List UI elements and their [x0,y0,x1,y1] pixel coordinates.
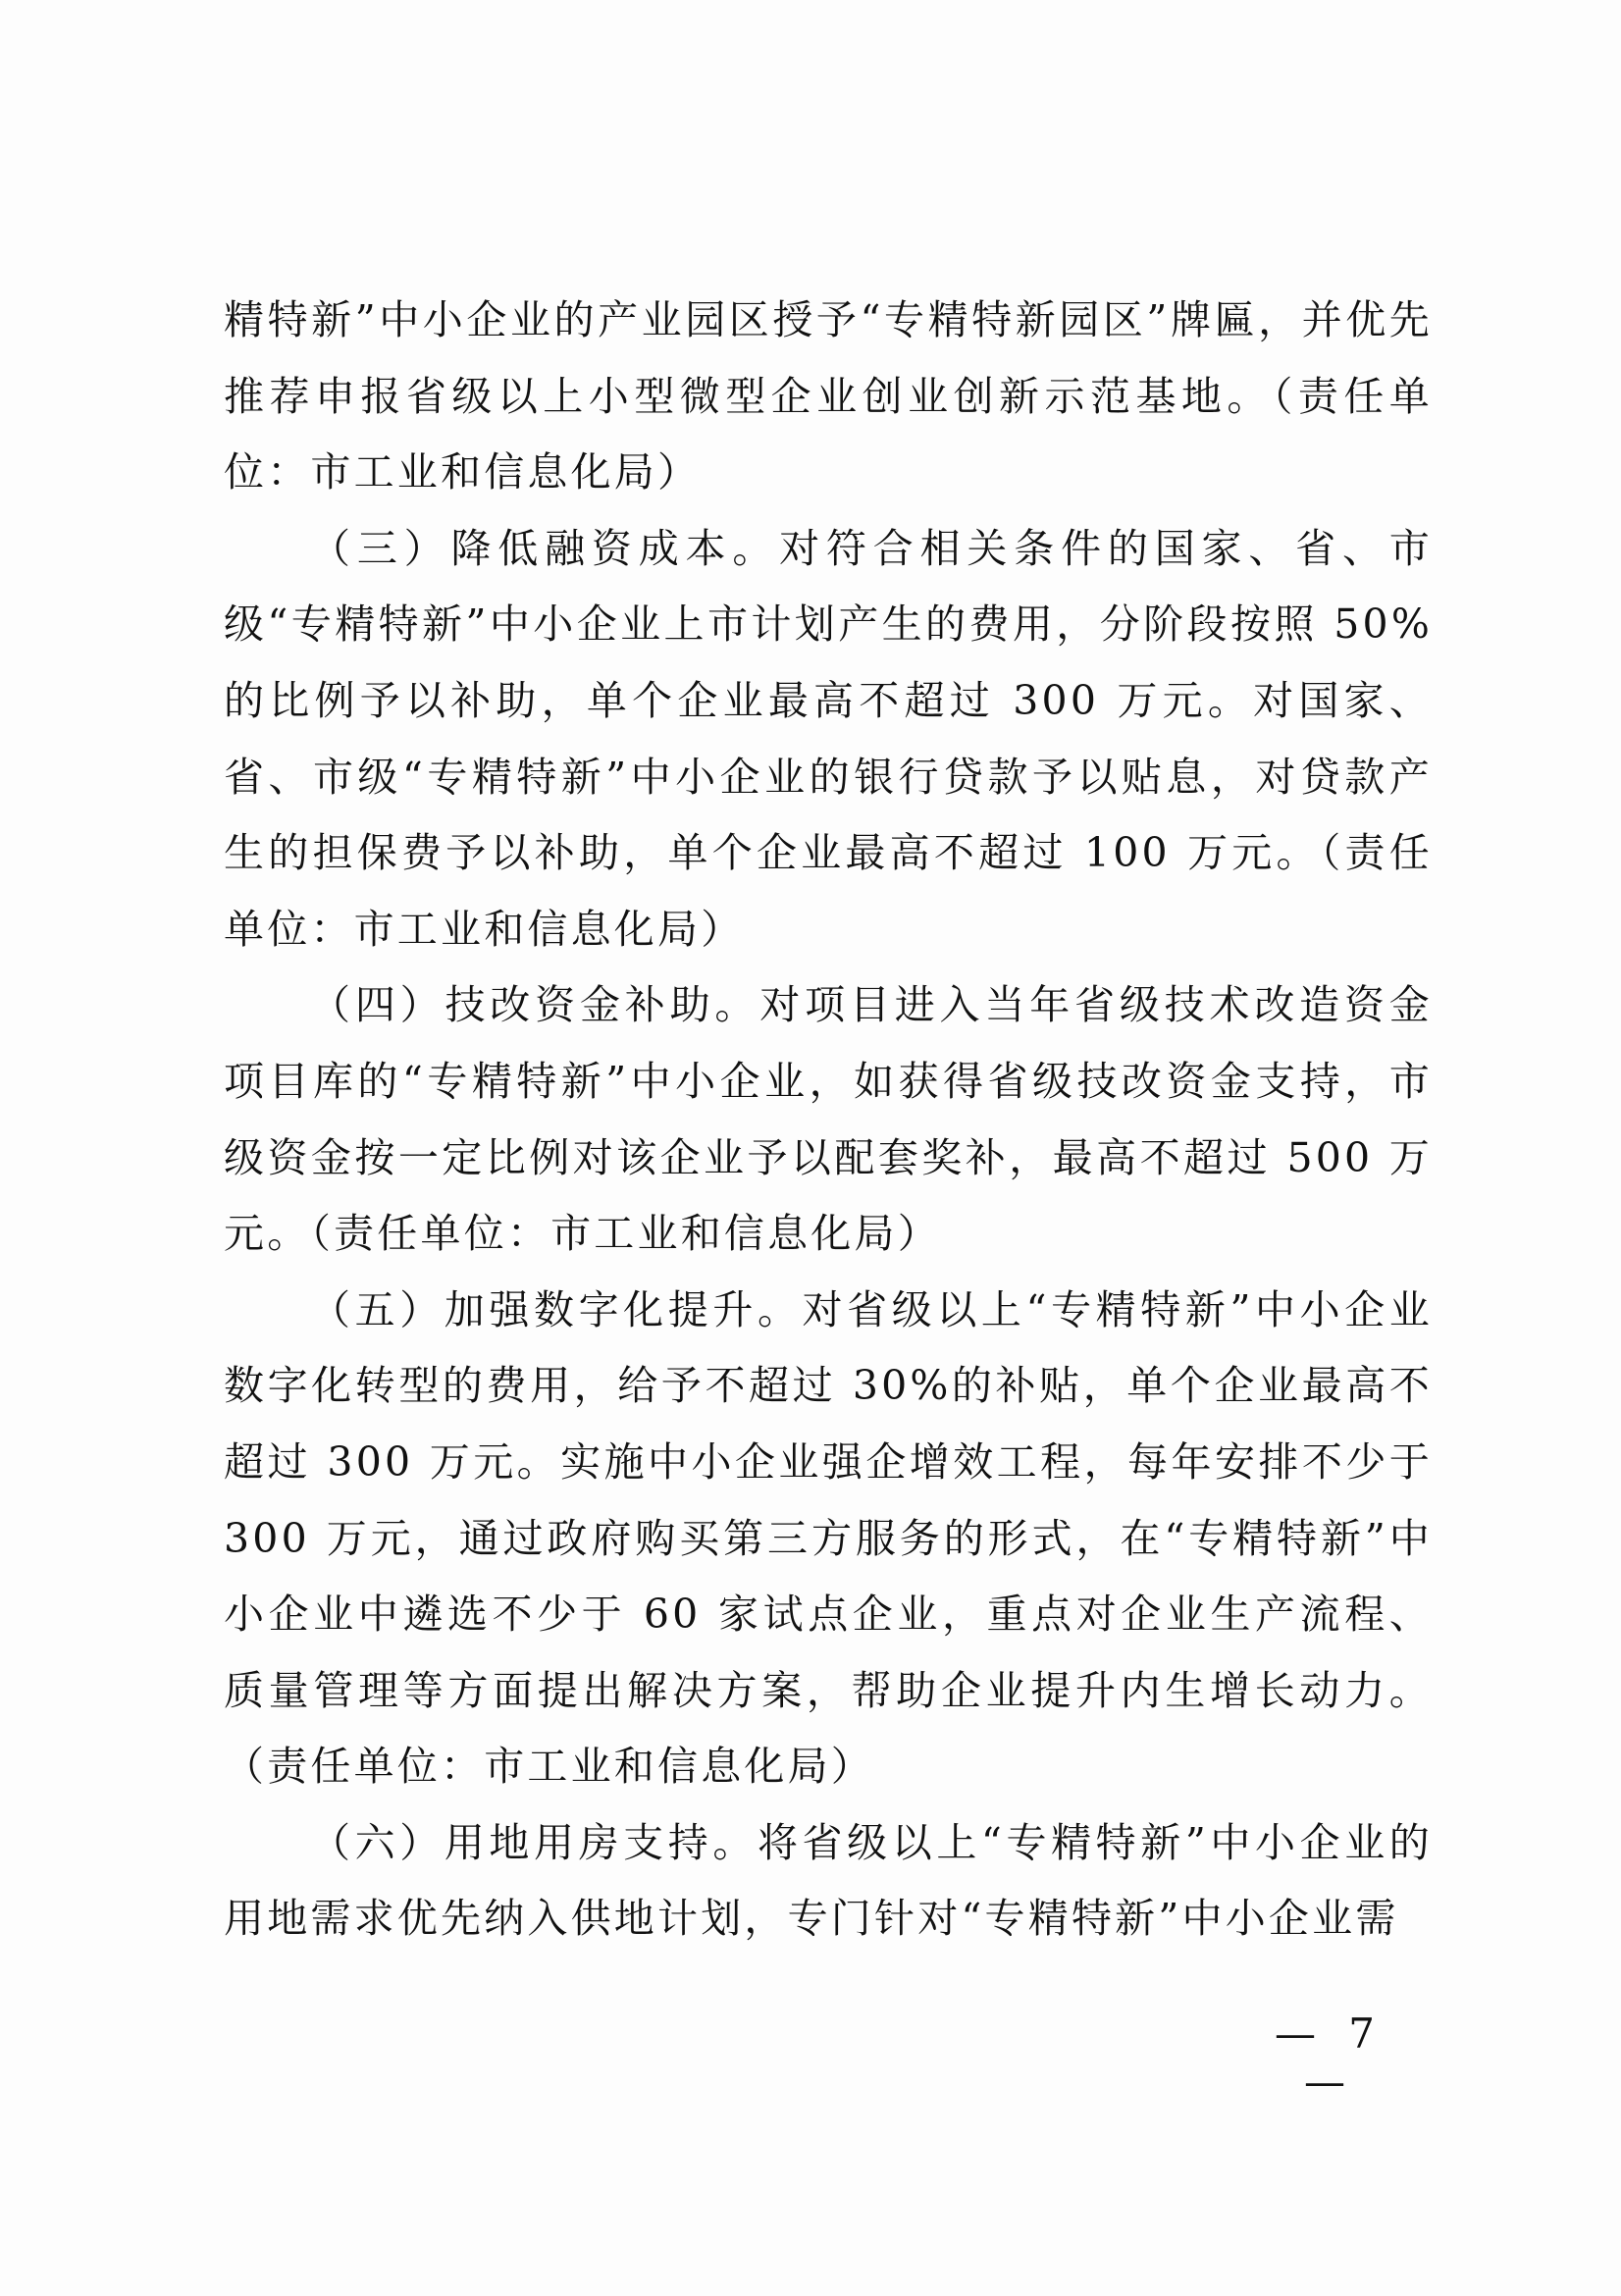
paragraph-tech-upgrade-subsidy: （四）技改资金补助。对项目进入当年省级技术改造资金项目库的“专精特新”中小企业，如获得省级技改资金支持，市级资金按一定比例对该企业予以配套奖补，最高不超过 500 万元。（责任单位：市工业和信息化局） [224,981,1433,1258]
paragraph-digital-upgrade: （五）加强数字化提升。对省级以上“专精特新”中小企业数字化转型的费用，给予不超过 30%的补贴，单个企业最高不超过 300 万元。实施中小企业强企增效工程，每年安排不少于 300 万元，通过政府购买第三方服务的形式，在“专精特新”中小企业中遴选不少于 60 家试点企业，重点对企业生产流程、质量管理等方面提出解决方案，帮助企业提升内生增长动力。（责任单位：市工业和信息化局） [224,1285,1449,1791]
paragraph-continuation: 精特新”中小企业的产业园区授予“专精特新园区”牌匾，并优先推荐申报省级以上小型微型企业创业创新示范基地。（责任单位：市工业和信息化局） [224,296,1433,496]
page-number: — 7 — [1274,2009,1386,2106]
paragraph-land-housing-support: （六）用地用房支持。将省级以上“专精特新”中小企业的用地需求优先纳入供地计划，专门针对“专精特新”中小企业需 [224,1818,1433,1943]
document-body [224,283,1449,1957]
paragraph-financing-cost: （三）降低融资成本。对符合相关条件的国家、省、市级“专精特新”中小企业上市计划产生的费用，分阶段按照 50%的比例予以补助，单个企业最高不超过 300 万元。对国家、省、市级“专精特新”中小企业的银行贷款予以贴息，对贷款产生的担保费予以补助，单个企业最高不超过 100 万元。（责任单位：市工业和信息化局） [224,524,1433,953]
